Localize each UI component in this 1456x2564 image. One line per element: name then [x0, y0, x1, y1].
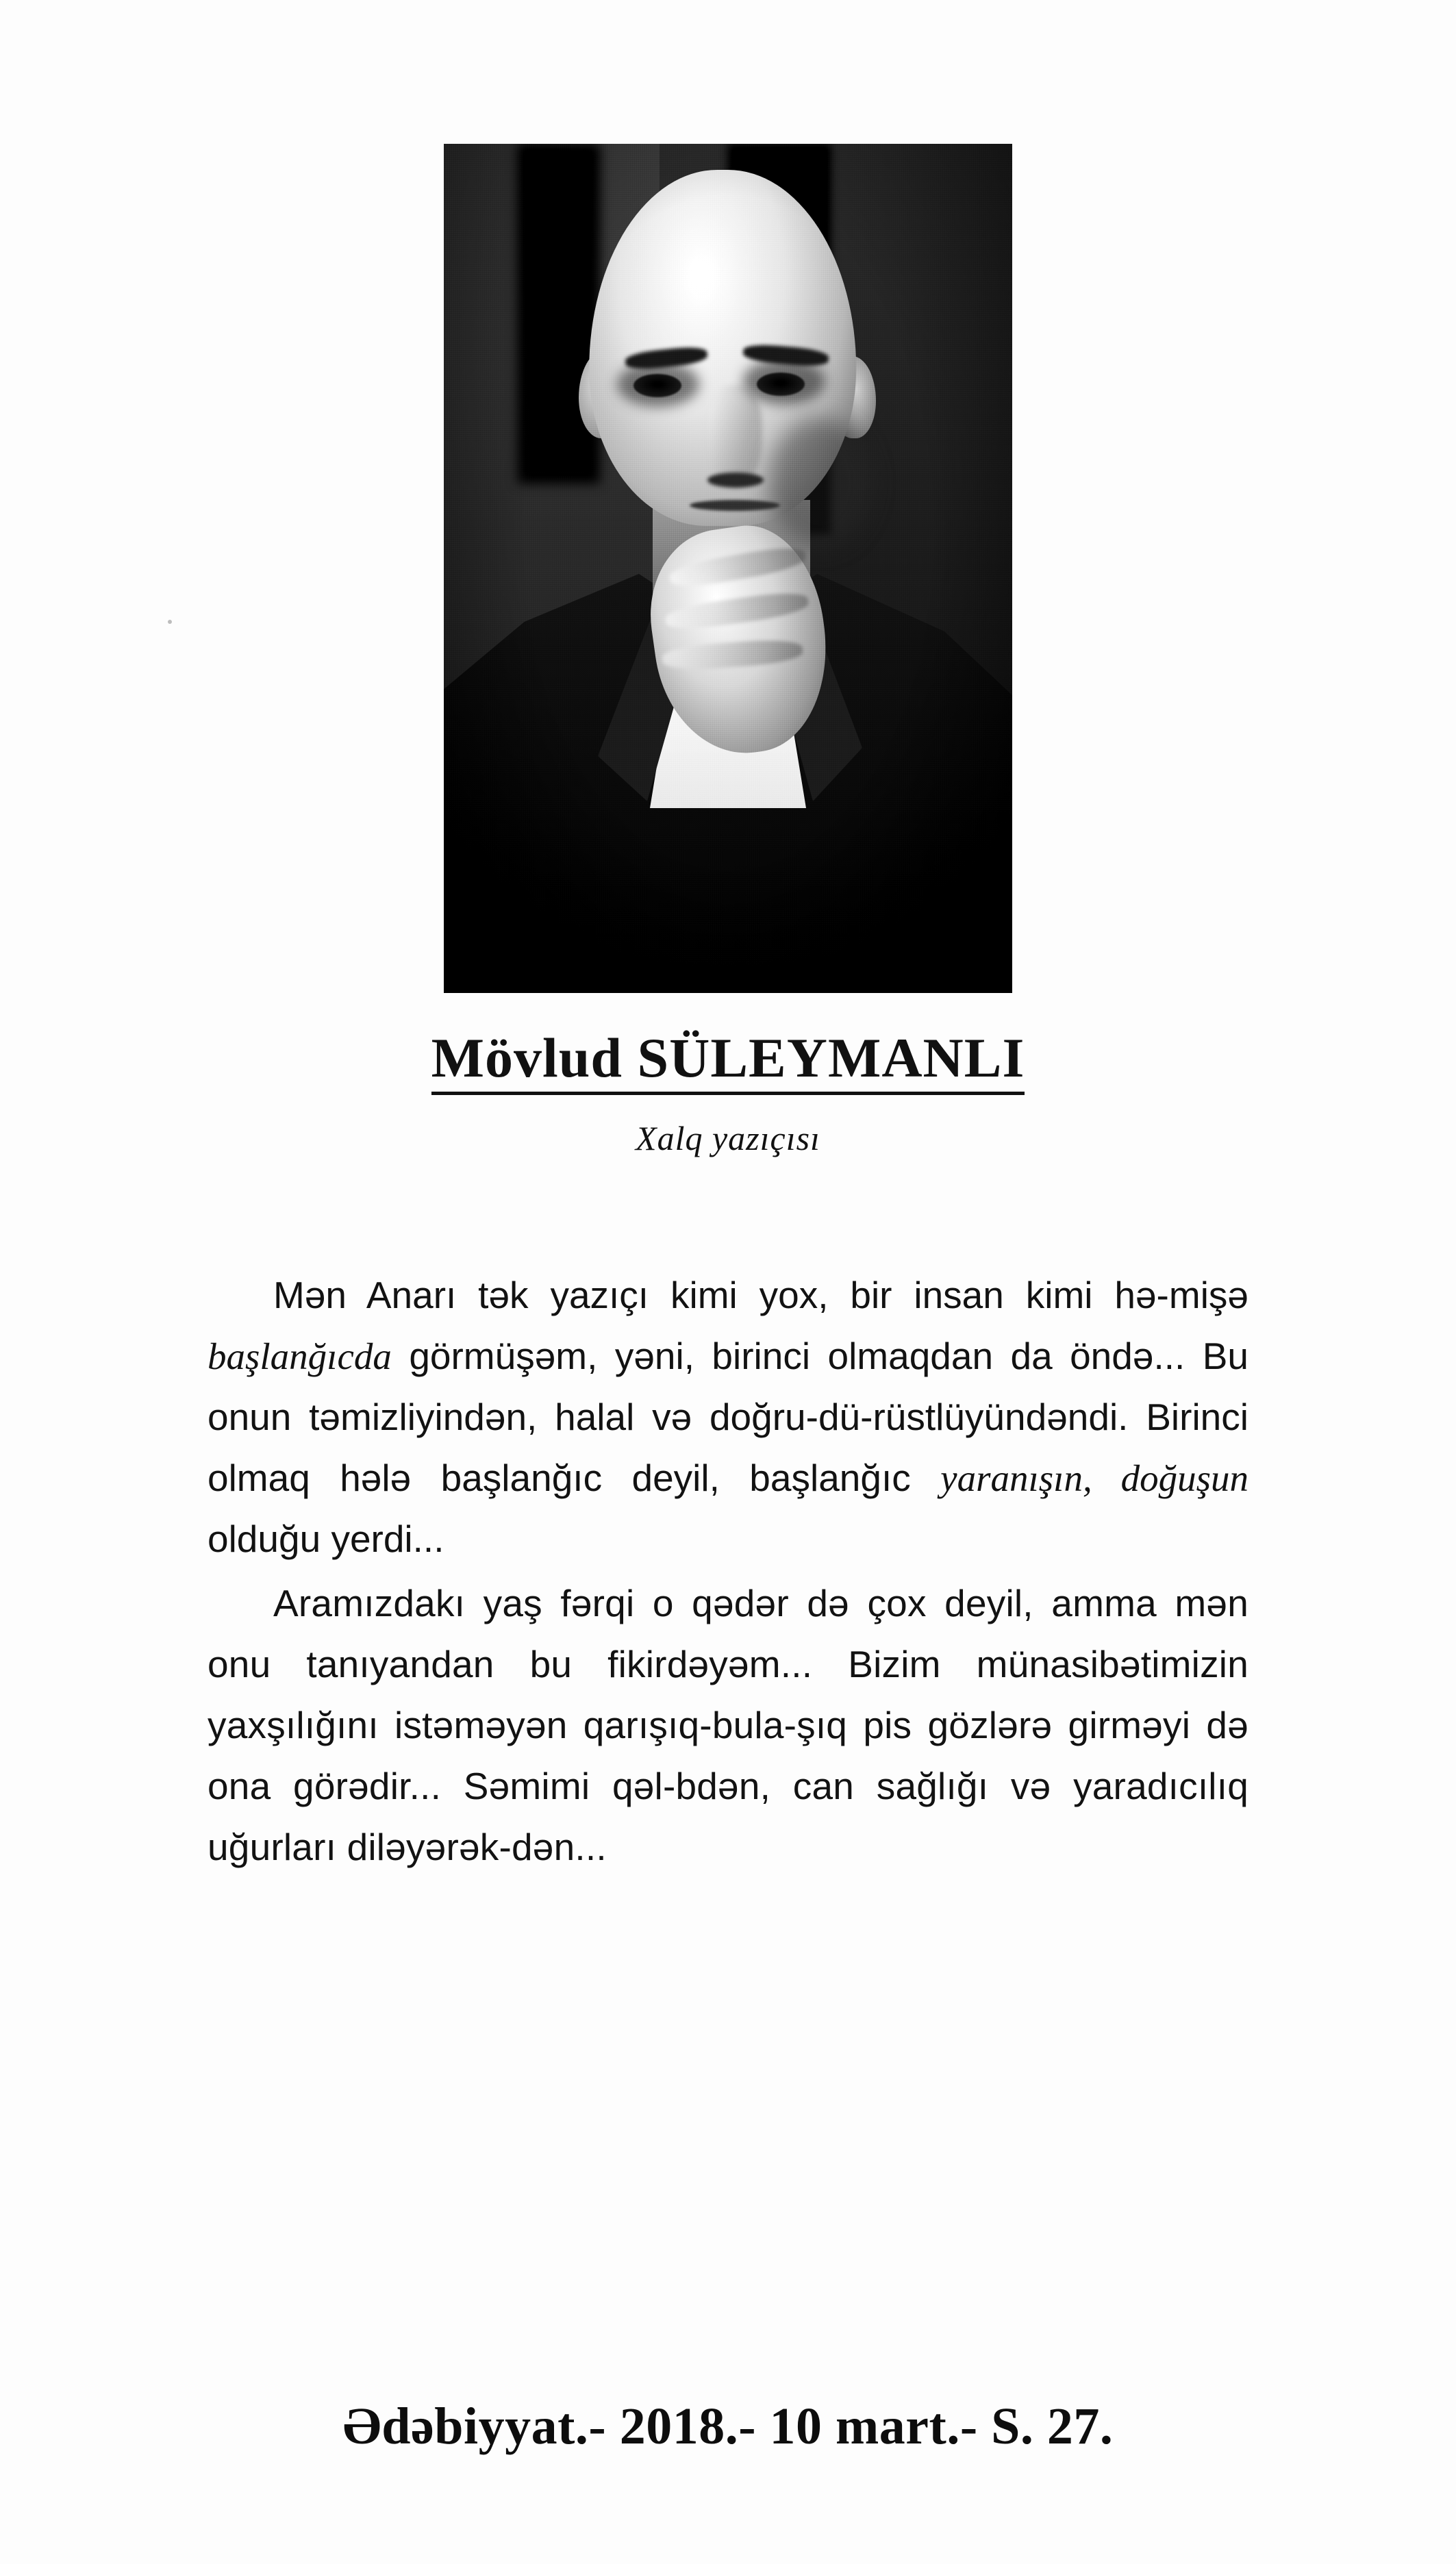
photo-background-shadow-band-secondary	[518, 144, 600, 483]
paragraph-1-run-1: Mən Anarı tək yazıçı kimi yox, bir insan kimi hə-mişə	[273, 1274, 1248, 1317]
paragraph-2	[208, 1573, 1248, 1878]
portrait-photograph	[444, 144, 1012, 993]
author-name: Mövlud SÜLEYMANLI	[431, 1029, 1025, 1095]
article-body	[208, 1265, 1248, 1878]
subject-cheek-shadow	[769, 418, 872, 548]
subject-eye-left	[633, 374, 681, 397]
author-block	[0, 1029, 1456, 1158]
paragraph-1-run-3: görmüşəm, yəni, birinci olmaqdan da öndə... Bu onun təmizliyindən, halal və doğru-dü-rüstlüyündəndi. Birinci olmaq hələ başlanğıc deyil, başlanğıc	[208, 1335, 1248, 1500]
subject-nostril-shadow	[707, 473, 764, 488]
paragraph-1-run-4-italic: yaranışın, doğuşun	[940, 1457, 1248, 1500]
paragraph-1-run-5: olduğu yerdi...	[208, 1518, 444, 1561]
subject-mouth	[690, 500, 780, 511]
paragraph-1-run-2-italic: başlanğıcda	[208, 1335, 392, 1378]
paragraph-1	[208, 1265, 1248, 1570]
paragraph-2-run-1: Aramızdakı yaş fərqi o qədər də çox deyil, amma mən onu tanıyandan bu fikirdəyəm... Bizim münasibətimizin yaxşılığını istəməyən qarışıq-bula-şıq pis gözlərə girməyi də ona görədir... Səmimi qəl-bdən, can sağlığı və yaradıcılıq uğurları diləyərək-dən...	[208, 1581, 1248, 1868]
subject-eye-right	[757, 373, 805, 396]
source-citation: Ədəbiyyat.- 2018.- 10 mart.- S. 27.	[342, 2398, 1114, 2455]
scan-speckle	[168, 620, 172, 624]
author-title: Xalq yazıçısı	[636, 1119, 820, 1158]
portrait-container	[0, 0, 1456, 993]
